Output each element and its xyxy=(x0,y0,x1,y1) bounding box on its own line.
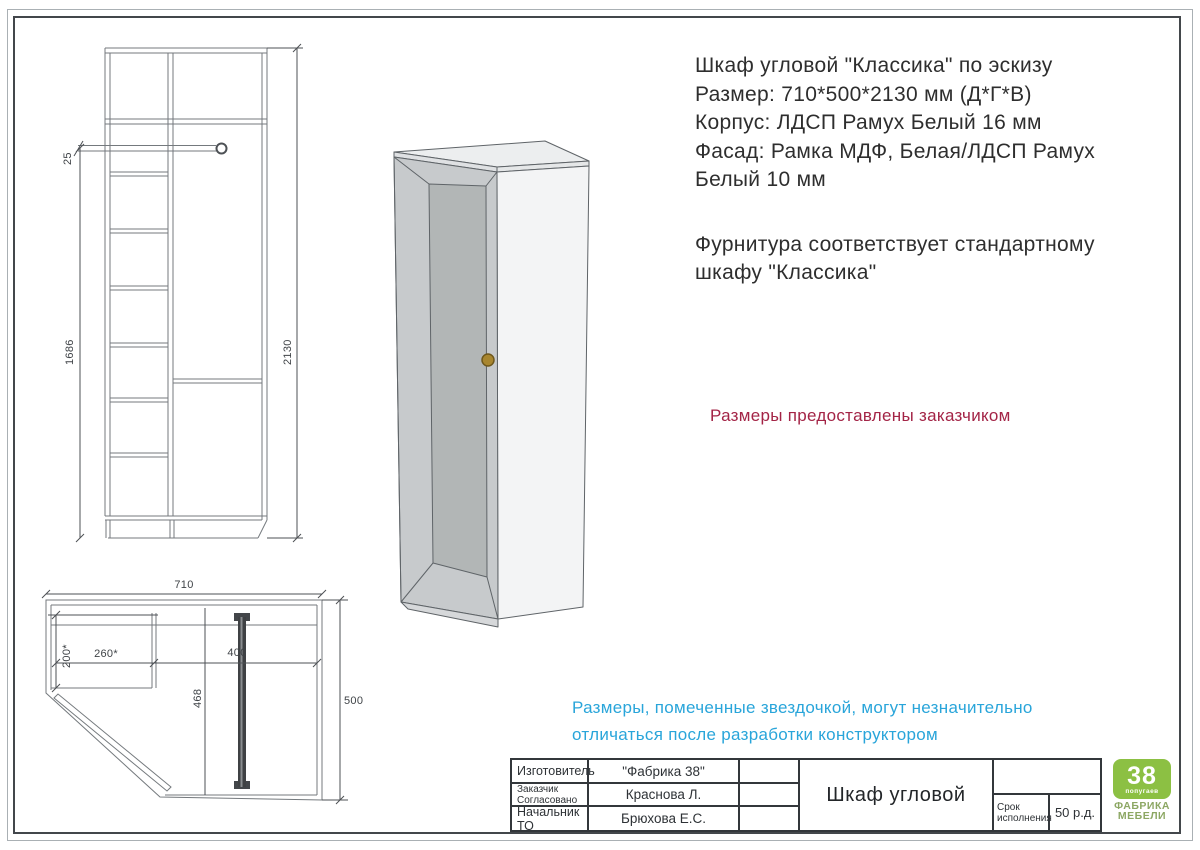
elevation-cabinet-outline xyxy=(105,48,267,520)
manufacturer-label: Изготовитель xyxy=(512,760,589,784)
customer-approved-label: Заказчик Согласовано xyxy=(512,784,589,807)
spec-line: Корпус: ЛДСП Рамух Белый 16 мм xyxy=(695,111,1042,134)
product-spec-text xyxy=(695,52,1175,288)
dim-shelf-depth: 200* xyxy=(61,644,73,668)
dim-rod-length: 400 xyxy=(227,647,247,659)
asterisk-note-line: отличаться после разработки конструктором xyxy=(572,725,938,744)
spec-fittings-line: шкафу "Классика" xyxy=(695,261,877,284)
plan-door xyxy=(54,694,171,791)
door-knob xyxy=(482,354,494,366)
spec-fittings-line: Фурнитура соответствует стандартному xyxy=(695,232,1095,256)
empty-cell xyxy=(740,807,800,830)
empty-cell xyxy=(740,760,800,784)
manufacturer-value: "Фабрика 38" xyxy=(589,760,740,784)
dim-depth: 500 xyxy=(344,695,364,707)
spec-line: Размер: 710*500*2130 мм (Д*Г*В) xyxy=(695,82,1032,106)
dim-shelf-width: 260* xyxy=(94,648,118,660)
plan-outline xyxy=(46,600,322,800)
elevation-shelves xyxy=(110,172,262,457)
dim-width: 710 xyxy=(174,579,194,591)
elevation-hanger-rod xyxy=(78,144,227,154)
asterisk-note-line: Размеры, помеченные звездочкой, могут незначительно xyxy=(572,698,1033,717)
wardrobe-3d-render xyxy=(368,125,648,670)
head-value: Брюхова Е.С. xyxy=(589,807,740,830)
product-name: Шкаф угловой xyxy=(800,760,994,830)
logo-caption: попугаев xyxy=(1125,787,1159,795)
logo-brand-text: ФАБРИКА МЕБЕЛИ xyxy=(1114,800,1170,822)
customer-sizes-note: Размеры предоставлены заказчиком xyxy=(710,406,1011,425)
empty-cell xyxy=(740,784,800,807)
dim-inner-depth: 468 xyxy=(192,688,204,708)
plan-hanger-rod xyxy=(234,613,250,789)
logo-number: 38 xyxy=(1127,761,1157,790)
spec-line: Шкаф угловой "Классика" по эскизу xyxy=(695,54,1053,77)
empty-cell xyxy=(994,760,1100,795)
elevation-plinth xyxy=(105,516,267,538)
plan-drawing xyxy=(18,568,370,812)
title-block xyxy=(510,758,1102,832)
spec-line: Белый 10 мм xyxy=(695,168,827,191)
asterisk-note xyxy=(572,694,1033,748)
spec-line: Фасад: Рамка МДФ, Белая/ЛДСП Рамух xyxy=(695,139,1096,163)
elevation-drawing xyxy=(35,25,335,555)
render-right-face xyxy=(497,166,589,619)
dim-height: 2130 xyxy=(282,339,294,365)
head-label: Начальник ТО xyxy=(512,807,589,830)
factory-logo xyxy=(1110,759,1174,821)
render-door-panel xyxy=(429,184,487,577)
dim-hang-height: 1686 xyxy=(64,339,76,365)
term-value: 50 р.д. xyxy=(1054,805,1096,820)
dim-rod-offset: 25 xyxy=(62,152,74,165)
plan-dimensions xyxy=(42,579,363,804)
term-label: Срок исполнения xyxy=(994,795,1050,830)
customer-value: Краснова Л. xyxy=(589,784,740,807)
logo-badge xyxy=(1113,759,1171,799)
